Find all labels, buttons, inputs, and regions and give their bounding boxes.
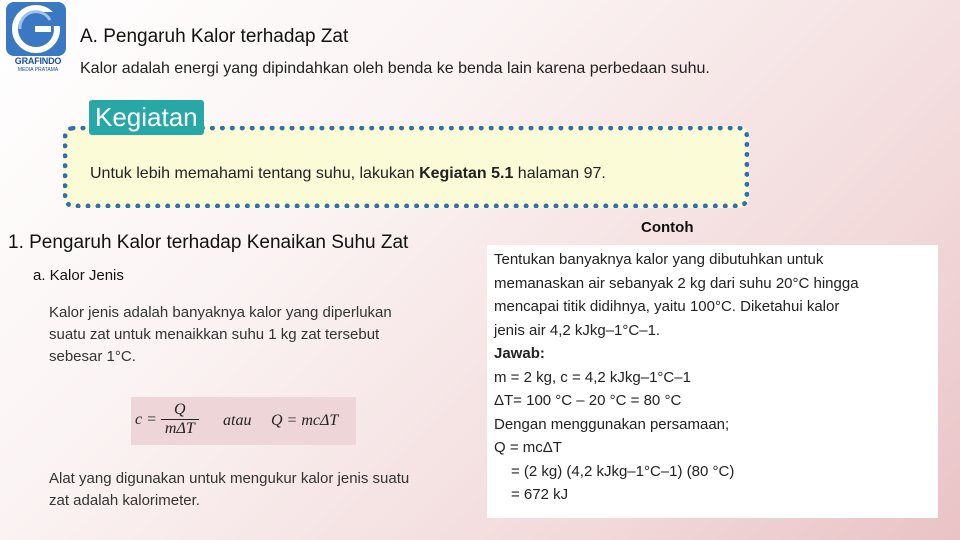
formula-numerator: Q xyxy=(161,401,199,420)
formula-fraction xyxy=(135,401,199,438)
intro-text: Kalor adalah energi yang dipindahkan oleh benda ke benda lain karena perbedaan suhu. xyxy=(80,60,710,77)
definition-paragraph: Kalor jenis adalah banyaknya kalor yang diperlukan suatu zat untuk menaikkan suhu 1 kg zat tersebut sebesar 1°C. xyxy=(49,304,392,365)
example-line: = (2 kg) (4,2 kJkg–1°C–1) (80 °C) xyxy=(511,462,735,480)
example-result: = 672 kJ xyxy=(511,486,569,503)
example-line: Tentukan banyaknya kalor yang dibutuhkan untuk xyxy=(494,251,824,268)
example-line: mencapai titik didihnya, yaitu 100°C. Diketahui kalor xyxy=(494,298,840,315)
formula-fraction-body xyxy=(161,401,199,438)
grafindo-logo-icon xyxy=(6,2,66,56)
logo-sub-text: MEDIA PRATAMA xyxy=(17,67,59,73)
logo-brand-text: GRAFINDO xyxy=(14,56,62,66)
subsection-title: 1. Pengaruh Kalor terhadap Kenaikan Suhu Zat xyxy=(8,232,409,253)
formula-box xyxy=(131,397,356,445)
example-line: ΔT= 100 °C – 20 °C = 80 °C xyxy=(494,392,682,409)
example-line: memanaskan air sebanyak 2 kg dari suhu 20°C hingga xyxy=(494,274,859,292)
subsection-subtitle: a. Kalor Jenis xyxy=(33,267,124,284)
example-text xyxy=(494,248,934,507)
example-answer-label: Jawab: xyxy=(494,345,545,362)
kegiatan-text xyxy=(90,165,606,183)
formula-atau: atau xyxy=(223,412,252,429)
kegiatan-reference: Kegiatan 5.1 xyxy=(419,165,514,182)
kegiatan-text-end: halaman 97. xyxy=(513,165,606,182)
example-line: Dengan menggunakan persamaan; xyxy=(494,415,730,433)
grafindo-logo xyxy=(2,2,72,74)
kegiatan-label: Kegiatan xyxy=(89,100,204,135)
example-line: Q = mcΔT xyxy=(494,439,562,456)
example-title: Contoh xyxy=(641,219,694,236)
calorimeter-paragraph: Alat yang digunakan untuk mengukur kalor jenis suatu zat adalah kalorimeter. xyxy=(49,470,410,509)
formula-lhs: c = xyxy=(135,410,157,428)
formula-denominator: mΔT xyxy=(164,420,195,437)
kegiatan-text-start: Untuk lebih memahami tentang suhu, lakukan xyxy=(90,165,420,182)
example-line: jenis air 4,2 kJkg–1°C–1. xyxy=(494,321,661,339)
section-heading: A. Pengaruh Kalor terhadap Zat xyxy=(80,26,349,47)
formula-rhs: Q = mcΔT xyxy=(271,412,339,429)
example-line: m = 2 kg, c = 4,2 kJkg–1°C–1 xyxy=(494,368,691,386)
